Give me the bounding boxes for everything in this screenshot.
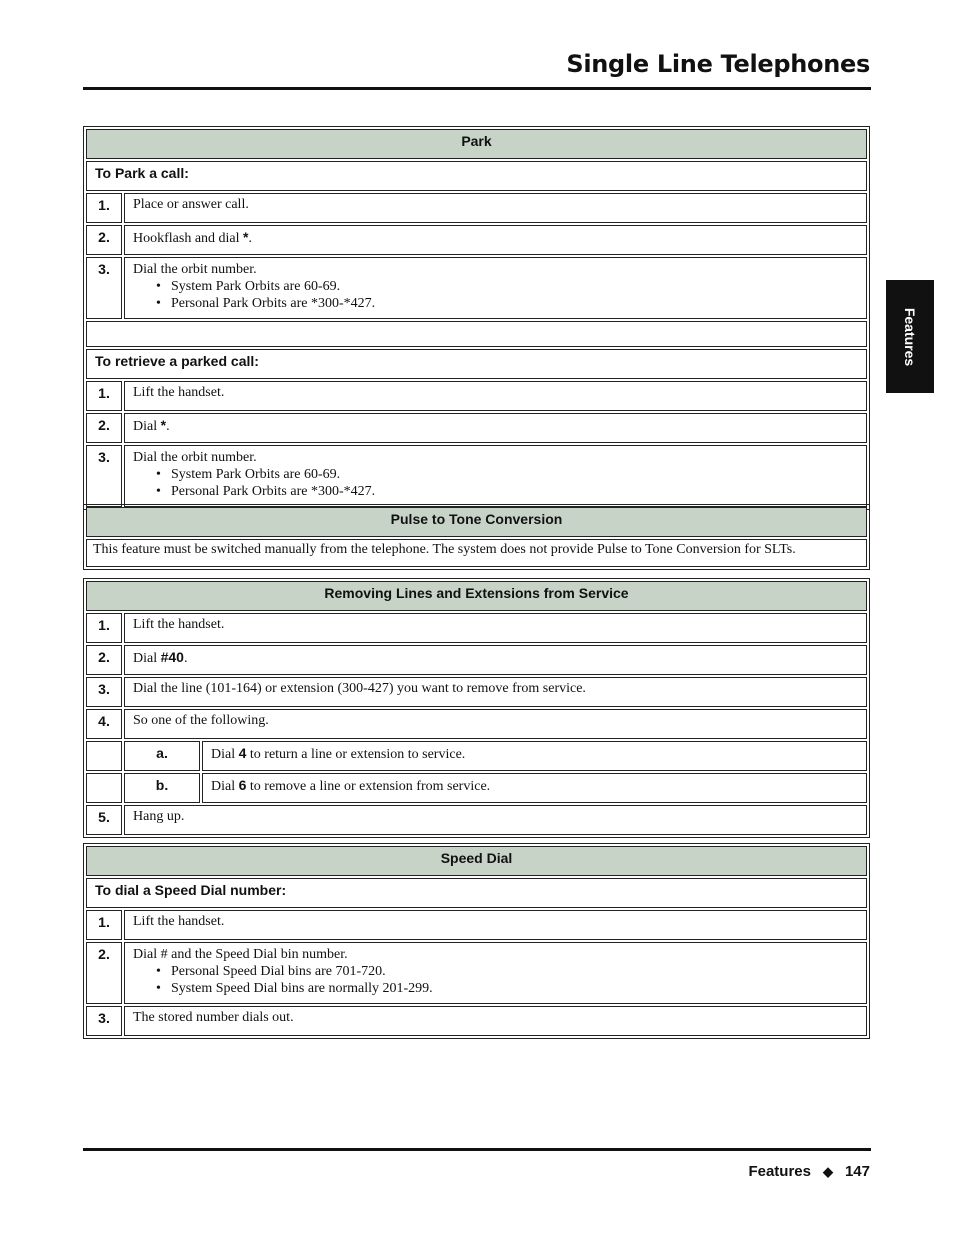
spacer-row	[86, 321, 867, 347]
step-text: Lift the handset.	[124, 910, 867, 940]
table-row	[86, 381, 867, 411]
step-number: 5.	[86, 805, 122, 835]
side-tab-label: Features	[902, 307, 918, 366]
side-tab-features[interactable]	[886, 280, 934, 393]
retrieve-heading: To retrieve a parked call:	[86, 349, 867, 379]
step-text: Lift the handset.	[124, 613, 867, 643]
table-row	[86, 645, 867, 675]
step-text: So one of the following.	[124, 709, 867, 739]
table-row	[86, 1006, 867, 1036]
step-number: 3.	[86, 677, 122, 707]
diamond-icon: ◆	[822, 1164, 833, 1179]
step-number: 2.	[86, 942, 122, 1004]
list-item: • System Speed Dial bins are normally 201-299.	[171, 980, 858, 997]
list-item: • Personal Speed Dial bins are 701-720.	[171, 963, 858, 980]
step-text: Dial the line (101-164) or extension (300-427) you want to remove from service.	[124, 677, 867, 707]
table-row	[86, 709, 867, 739]
park-table	[83, 126, 870, 510]
table-row	[86, 613, 867, 643]
step-text: Dial # and the Speed Dial bin number. • Personal Speed Dial bins are 701-720. • System Speed Dial bins are normally 201-299.	[124, 942, 867, 1004]
table-row	[86, 805, 867, 835]
step-number: 1.	[86, 381, 122, 411]
footer-section: Features	[748, 1163, 811, 1180]
substep-text: Dial 4 to return a line or extension to service.	[202, 741, 867, 771]
step-number: 2.	[86, 413, 122, 443]
step-text: Dial #40.	[124, 645, 867, 675]
empty-cell	[86, 741, 122, 771]
bullet-list	[133, 466, 858, 500]
speed-heading: To dial a Speed Dial number:	[86, 878, 867, 908]
step-number: 1.	[86, 910, 122, 940]
step-text: Lift the handset.	[124, 381, 867, 411]
bullet-list	[133, 963, 858, 997]
table-row	[86, 677, 867, 707]
step-text: Dial the orbit number. • System Park Orbits are 60-69. • Personal Park Orbits are *300-*427.	[124, 445, 867, 507]
step-text: Place or answer call.	[124, 193, 867, 223]
speed-dial-table	[83, 843, 870, 1039]
table-row	[86, 773, 867, 803]
table-row	[86, 445, 867, 507]
step-text: Hang up.	[124, 805, 867, 835]
substep-text: Dial 6 to remove a line or extension from service.	[202, 773, 867, 803]
step-number: 4.	[86, 709, 122, 739]
page-number: 147	[844, 1163, 870, 1180]
step-number: 1.	[86, 193, 122, 223]
bullet-list	[133, 278, 858, 312]
park-heading: To Park a call:	[86, 161, 867, 191]
step-number: 2.	[86, 645, 122, 675]
table-row	[86, 942, 867, 1004]
table-row	[86, 741, 867, 771]
table-row	[86, 193, 867, 223]
step-text: Hookflash and dial *.	[124, 225, 867, 255]
list-item: • Personal Park Orbits are *300-*427.	[171, 483, 858, 500]
table-row	[86, 413, 867, 443]
substep-letter: b.	[124, 773, 200, 803]
removing-title: Removing Lines and Extensions from Service	[86, 581, 867, 611]
removing-table	[83, 578, 870, 838]
list-item: • System Park Orbits are 60-69.	[171, 466, 858, 483]
title-rule	[83, 87, 871, 90]
table-row	[86, 225, 867, 255]
step-text: Dial *.	[124, 413, 867, 443]
substep-letter: a.	[124, 741, 200, 771]
footer-rule	[83, 1148, 871, 1151]
pulse-text: This feature must be switched manually from the telephone. The system does not provide Pulse to Tone Conversion for SLTs.	[86, 539, 867, 567]
page-footer	[748, 1163, 870, 1180]
table-row	[86, 910, 867, 940]
step-number: 3.	[86, 445, 122, 507]
step-text: The stored number dials out.	[124, 1006, 867, 1036]
step-number: 3.	[86, 257, 122, 319]
pulse-table	[83, 504, 870, 570]
step-number: 3.	[86, 1006, 122, 1036]
table-row	[86, 257, 867, 319]
list-item: • System Park Orbits are 60-69.	[171, 278, 858, 295]
list-item: • Personal Park Orbits are *300-*427.	[171, 295, 858, 312]
empty-cell	[86, 773, 122, 803]
step-number: 1.	[86, 613, 122, 643]
speed-title: Speed Dial	[86, 846, 867, 876]
step-text: Dial the orbit number. • System Park Orbits are 60-69. • Personal Park Orbits are *300-*427.	[124, 257, 867, 319]
page-title: Single Line Telephones	[566, 50, 870, 78]
pulse-title: Pulse to Tone Conversion	[86, 507, 867, 537]
park-title: Park	[86, 129, 867, 159]
step-number: 2.	[86, 225, 122, 255]
